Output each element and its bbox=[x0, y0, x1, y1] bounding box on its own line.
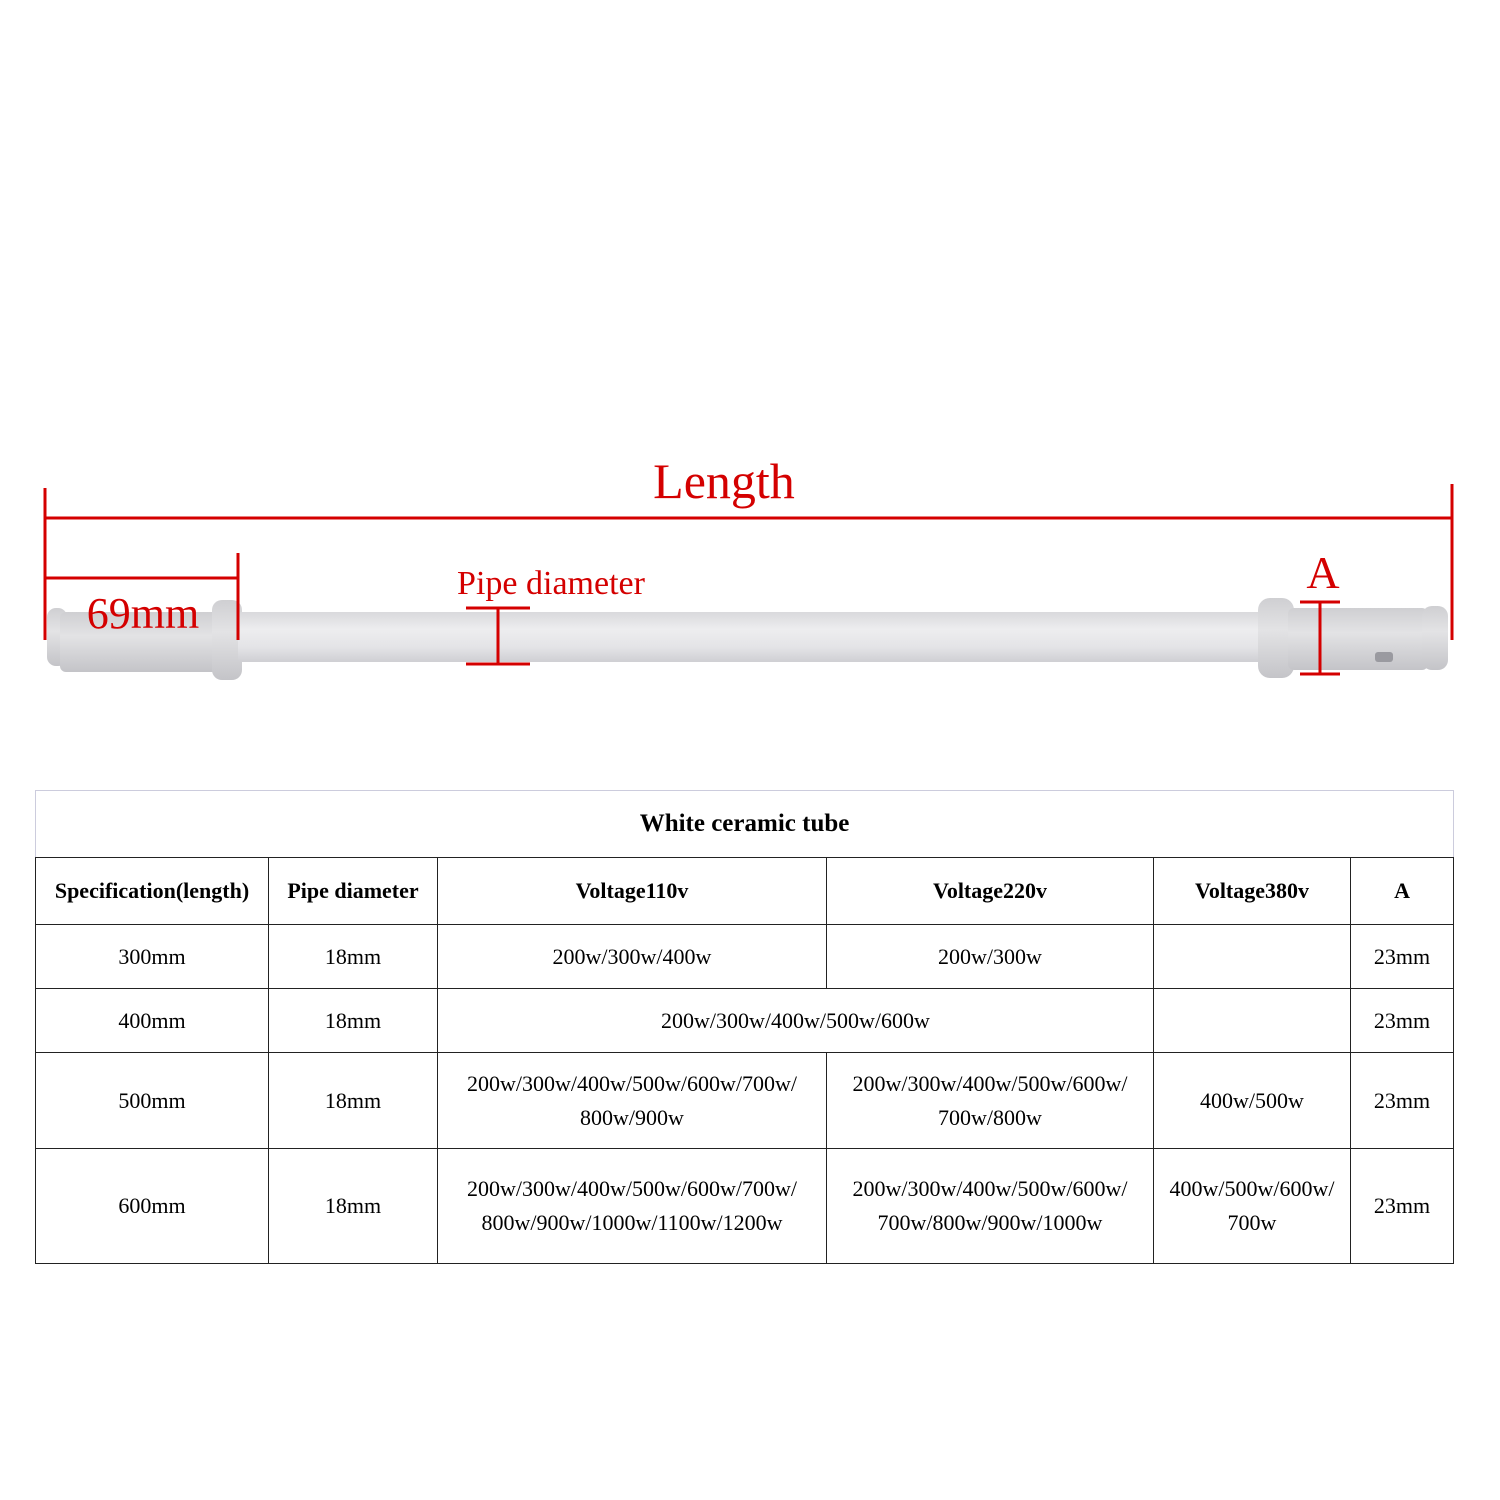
cell-line: 200w/300w/400w/500w/600w/700w/ bbox=[467, 1176, 797, 1201]
spec-table bbox=[35, 790, 1454, 1264]
cell-v380 bbox=[1154, 989, 1351, 1053]
cell-v380 bbox=[1154, 925, 1351, 989]
cell-v220 bbox=[827, 1149, 1154, 1264]
right-end-cap bbox=[1422, 606, 1448, 670]
terminal-slot bbox=[1375, 652, 1393, 662]
header-pipe-diameter: Pipe diameter bbox=[269, 858, 438, 925]
cell-line: 700w/800w bbox=[938, 1104, 1042, 1130]
cell-a: 23mm bbox=[1351, 989, 1454, 1053]
cell-v380 bbox=[1154, 1149, 1351, 1264]
cell-spec: 600mm bbox=[36, 1149, 269, 1264]
cell-line: 800w/900w/1000w/1100w/1200w bbox=[481, 1210, 783, 1235]
cell-v110 bbox=[438, 1149, 827, 1264]
cell-a: 23mm bbox=[1351, 1053, 1454, 1149]
cell-line: 700w/800w/900w/1000w bbox=[877, 1210, 1103, 1235]
cell-spec: 400mm bbox=[36, 989, 269, 1053]
cell-line: 400w/500w/600w/ bbox=[1169, 1176, 1335, 1201]
cell-v380: 400w/500w bbox=[1154, 1053, 1351, 1149]
cell-pipe: 18mm bbox=[269, 925, 438, 989]
header-voltage-220: Voltage220v bbox=[827, 858, 1154, 925]
table-row bbox=[36, 925, 1454, 989]
cell-line: 800w/900w bbox=[580, 1104, 684, 1130]
cell-a: 23mm bbox=[1351, 1149, 1454, 1264]
cell-line: 200w/300w/400w/500w/600w/700w/ bbox=[467, 1070, 797, 1096]
table-row bbox=[36, 1149, 1454, 1264]
header-voltage-380: Voltage380v bbox=[1154, 858, 1351, 925]
table-header-row bbox=[36, 858, 1454, 925]
cell-v220 bbox=[827, 1053, 1154, 1149]
cell-v110 bbox=[438, 1053, 827, 1149]
header-specification: Specification(length) bbox=[36, 858, 269, 925]
right-end-sleeve bbox=[1288, 608, 1428, 670]
table-row bbox=[36, 989, 1454, 1053]
header-voltage-110: Voltage110v bbox=[438, 858, 827, 925]
cell-a: 23mm bbox=[1351, 925, 1454, 989]
cell-v110-v220: 200w/300w/400w/500w/600w bbox=[438, 989, 1154, 1053]
header-a: A bbox=[1351, 858, 1454, 925]
length-label: Length bbox=[653, 453, 795, 509]
main-pipe bbox=[238, 612, 1268, 662]
table-title-row bbox=[36, 791, 1454, 858]
cell-spec: 300mm bbox=[36, 925, 269, 989]
cell-line: 700w bbox=[1227, 1210, 1277, 1235]
cell-pipe: 18mm bbox=[269, 1053, 438, 1149]
end-length-label: 69mm bbox=[86, 589, 200, 638]
cell-spec: 500mm bbox=[36, 1053, 269, 1149]
cell-line: 200w/300w/400w/500w/600w/ bbox=[852, 1176, 1128, 1201]
table-row bbox=[36, 1053, 1454, 1149]
ceramic-tube bbox=[47, 598, 1448, 680]
cell-v220: 200w/300w bbox=[827, 925, 1154, 989]
table-title: White ceramic tube bbox=[36, 791, 1454, 858]
cell-v110: 200w/300w/400w bbox=[438, 925, 827, 989]
cell-pipe: 18mm bbox=[269, 989, 438, 1053]
pipe-diameter-label: Pipe diameter bbox=[457, 565, 645, 602]
cell-line: 200w/300w/400w/500w/600w/ bbox=[852, 1070, 1128, 1096]
cell-pipe: 18mm bbox=[269, 1149, 438, 1264]
a-label: A bbox=[1306, 547, 1340, 598]
